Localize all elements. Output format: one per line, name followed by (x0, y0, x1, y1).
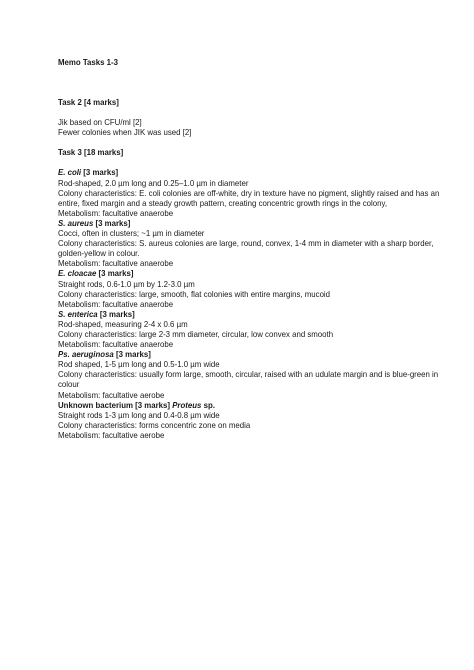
unknown-suffix: sp. (201, 400, 215, 410)
organism-line: Metabolism: facultative anaerobe (58, 340, 174, 350)
organism-line: Colony characteristics: E. coli colonies are off-white, dry in texture have no pigment, slightly raised and has an entire, fixed margin and a steady growth pattern, creating concentric growth rings in the colony, (58, 188, 440, 208)
organism-line: Colony characteristics: S. aureus colonies are large, round, convex, 1-4 mm in diameter with a sharp border, golden-yellow in colour. (58, 239, 434, 259)
organism-name: E. coli (58, 168, 82, 178)
organism-name: S. aureus (58, 218, 94, 228)
organism-line: Metabolism: facultative aerobe (58, 390, 165, 400)
memo-title: Memo Tasks 1-3 (58, 58, 119, 67)
organism-line: Rod-shaped, measuring 2-4 x 0.6 µm (58, 319, 188, 329)
organism-name: S. enterica (58, 309, 98, 319)
organism-line: Colony characteristics: large, smooth, flat colonies with entire margins, mucoid (58, 289, 331, 299)
organism-heading-ecloacae (58, 269, 448, 279)
organism-marks: [3 marks] (93, 218, 131, 228)
unknown-bacterium-heading (58, 401, 448, 411)
organism-line: Straight rods 1-3 µm long and 0.4-0.8 µm wide (58, 410, 220, 420)
organism-heading-saureus (58, 219, 448, 229)
organism-line: Cocci, often in clusters; ~1 µm in diameter (58, 229, 205, 239)
task3-heading: Task 3 [18 marks] (58, 148, 124, 158)
organism-marks: [3 marks] (96, 269, 134, 279)
organism-heading-paeruginosa (58, 350, 448, 360)
task2-line: Fewer colonies when JIK was used [2] (58, 128, 192, 138)
organism-heading-ecoli (58, 168, 448, 178)
organism-line: Rod-shaped, 2.0 µm long and 0.25–1.0 µm in diameter (58, 178, 249, 188)
organism-line: Colony characteristics: large 2-3 mm diameter, circular, low convex and smooth (58, 329, 334, 339)
task2-heading: Task 2 [4 marks] (58, 98, 119, 108)
memo-content (58, 58, 448, 441)
organism-line: Metabolism: facultative anaerobe (58, 259, 174, 269)
organism-marks: [3 marks] (81, 168, 119, 178)
unknown-label: Unknown bacterium [3 marks] (58, 400, 173, 410)
organism-line: Metabolism: facultative aerobe (58, 430, 165, 440)
organism-heading-senterica (58, 310, 448, 320)
unknown-name: Proteus (172, 400, 202, 410)
organism-line: Rod shaped, 1-5 µm long and 0.5-1.0 µm wide (58, 360, 220, 370)
organism-name: Ps. aeruginosa (58, 350, 114, 360)
organism-line: Metabolism: facultative anaerobe (58, 299, 174, 309)
organism-line: Metabolism: facultative anaerobe (58, 208, 174, 218)
organism-marks: [3 marks] (97, 309, 135, 319)
organism-marks: [3 marks] (113, 350, 151, 360)
organism-line: Colony characteristics: usually form large, smooth, circular, raised with an udulate margin and is blue-green in colour (58, 370, 439, 390)
task2-line: Jik based on CFU/ml [2] (58, 118, 142, 128)
organism-line: Colony characteristics: forms concentric zone on media (58, 420, 251, 430)
organism-name: E. cloacae (58, 269, 97, 279)
organism-line: Straight rods, 0.6-1.0 µm by 1.2-3.0 µm (58, 279, 195, 289)
